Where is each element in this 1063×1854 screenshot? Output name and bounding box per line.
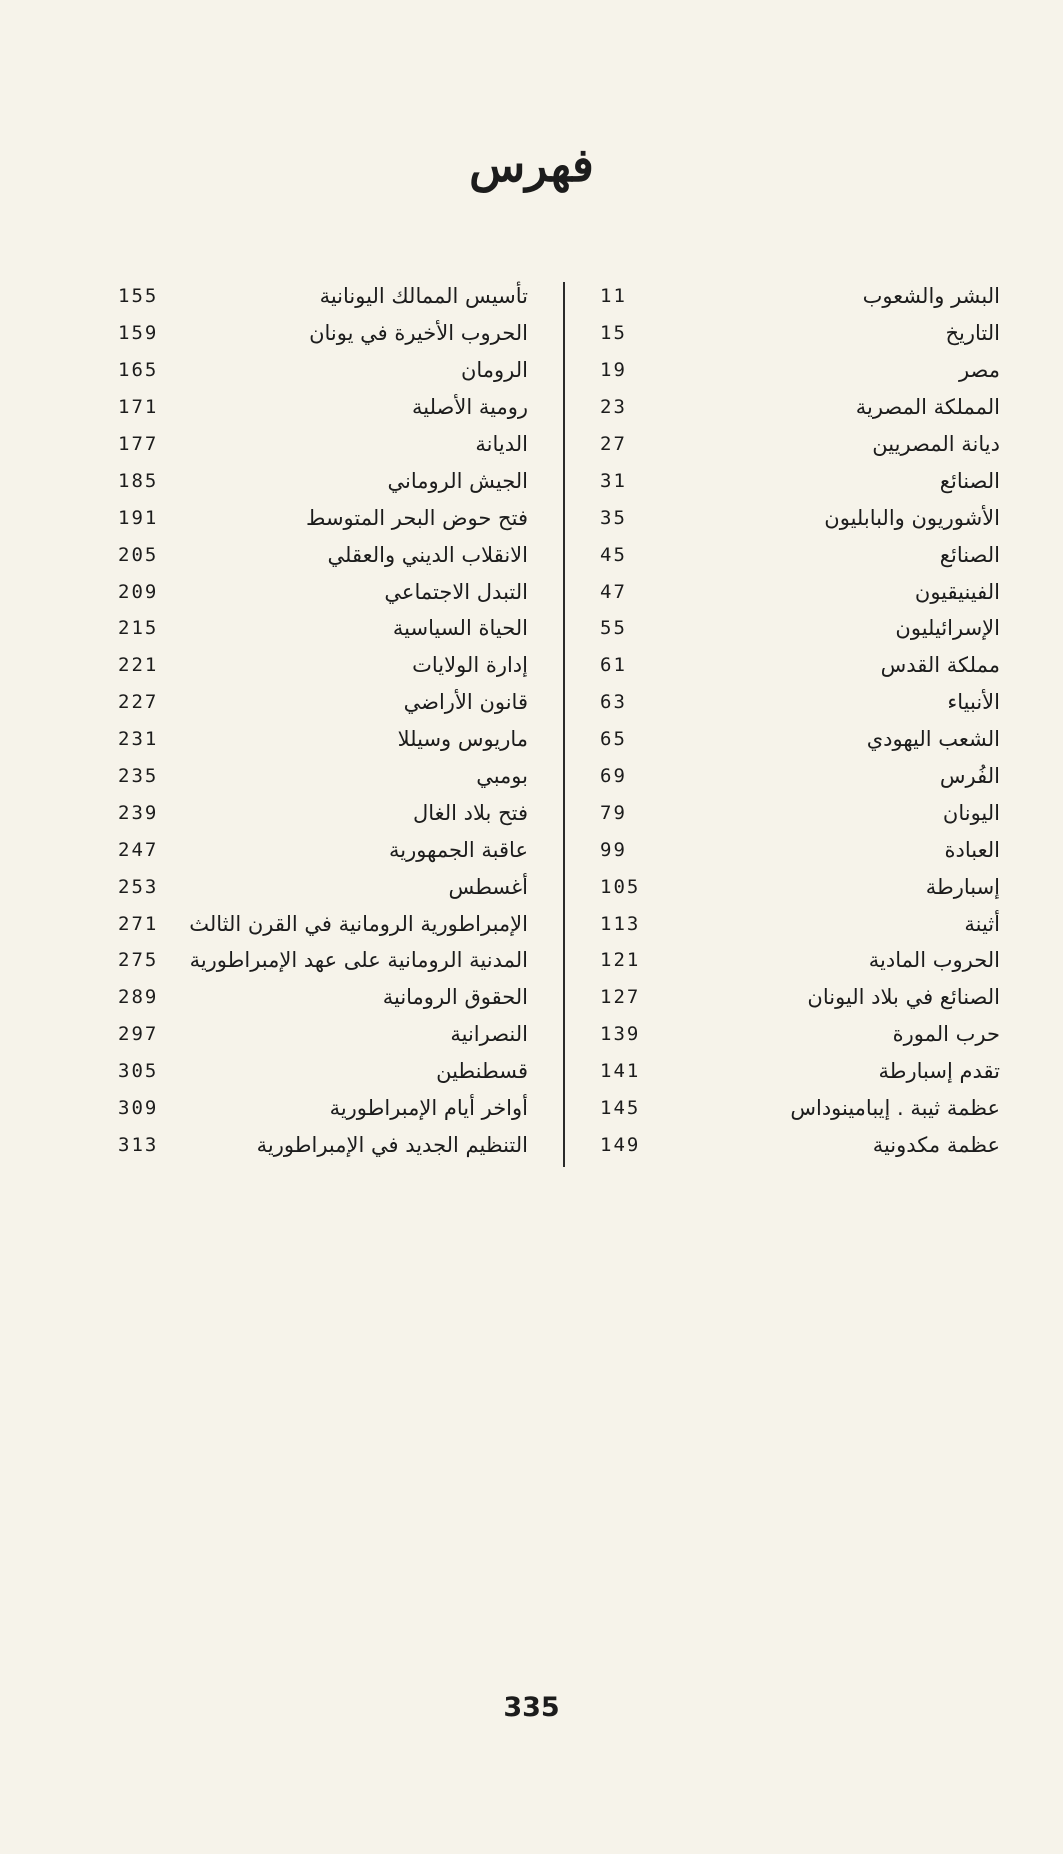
toc-entry-title: اليونان [942,800,1000,825]
toc-entry-title: الإمبراطورية الرومانية في القرن الثالث [189,911,528,936]
toc-entry-page: 31 [600,469,627,492]
toc-entry [600,536,1000,573]
toc-entry-title: الفينيقيون [914,579,1000,604]
toc-entry [600,1126,1000,1163]
toc-entry [600,831,1000,868]
toc-entry-page: 69 [600,765,627,788]
toc-entry-title: الانقلاب الديني والعقلي [327,542,528,567]
toc-entry-title: الصنائع [939,542,1000,567]
toc-entry-title: الأشوريون والبابليون [824,505,1000,530]
toc-entry [600,389,1000,426]
toc-entry-page: 105 [600,875,641,898]
toc-entry-title: الحقوق الرومانية [382,985,528,1010]
toc-entry [118,979,528,1016]
toc-entry-title: بومبي [476,764,528,789]
toc-entry-page: 19 [600,359,627,382]
toc-column-right [600,278,1000,1163]
toc-entry [600,315,1000,352]
toc-entry [118,536,528,573]
toc-entry-title: الصنائع [939,468,1000,493]
toc-entry-page: 215 [118,617,159,640]
toc-entry-page: 253 [118,875,159,898]
toc-entry [600,1016,1000,1053]
toc-entry-page: 145 [600,1097,641,1120]
toc-entry-title: عظمة مكدونية [872,1132,1000,1157]
toc-entry-title: الرومان [460,358,528,383]
toc-entry-page: 271 [118,912,159,935]
toc-entry-page: 221 [118,654,159,677]
toc-entry-page: 235 [118,765,159,788]
toc-entry-page: 239 [118,801,159,824]
toc-entry [118,647,528,684]
toc-entry [600,758,1000,795]
toc-entry-title: الأنبياء [947,690,1000,715]
toc-entry [118,278,528,315]
toc-entry-page: 61 [600,654,627,677]
toc-entry-page: 55 [600,617,627,640]
toc-entry-title: إسبارطة [925,874,1000,899]
toc-entry [600,610,1000,647]
toc-entry [118,721,528,758]
toc-entry-page: 191 [118,506,159,529]
toc-entry-title: الحياة السياسية [392,616,528,641]
toc-entry-title: فتح حوض البحر المتوسط [306,505,528,530]
toc-entry-page: 63 [600,691,627,714]
toc-entry-title: الفُرس [939,764,1000,789]
toc-entry [118,831,528,868]
toc-entry-title: أغسطس [448,874,528,899]
toc-entry-title: تأسيس الممالك اليونانية [319,284,528,309]
toc-entry-title: البشر والشعوب [862,284,1000,309]
toc-entry-page: 159 [118,322,159,345]
toc-entry [600,905,1000,942]
toc-entry [118,352,528,389]
toc-entry [600,1053,1000,1090]
toc-entry-page: 289 [118,986,159,1009]
toc-entry-title: تقدم إسبارطة [878,1059,1000,1084]
toc-entry [118,1053,528,1090]
toc-entry [118,499,528,536]
toc-entry [600,462,1000,499]
toc-entry-title: فتح بلاد الغال [412,800,528,825]
toc-entry-title: حرب المورة [892,1022,1000,1047]
toc-entry [600,684,1000,721]
toc-entry-title: مصر [958,358,1000,383]
toc-entry-title: قانون الأراضي [403,690,528,715]
toc-entry-page: 99 [600,838,627,861]
toc-entry-page: 171 [118,396,159,419]
toc-entry-title: التنظيم الجديد في الإمبراطورية [256,1132,528,1157]
toc-entry-page: 127 [600,986,641,1009]
toc-entry-page: 47 [600,580,627,603]
toc-entry-page: 165 [118,359,159,382]
toc-entry [600,573,1000,610]
toc-entry-page: 227 [118,691,159,714]
toc-entry-page: 209 [118,580,159,603]
toc-entry [600,352,1000,389]
toc-entry-title: الحروب المادية [868,948,1000,973]
toc-entry-page: 15 [600,322,627,345]
toc-entry-title: مملكة القدس [880,653,1000,678]
page-title: فهرس [469,138,594,192]
toc-entry [600,794,1000,831]
toc-entry [118,389,528,426]
toc-entry [600,721,1000,758]
toc-entry-page: 297 [118,1023,159,1046]
toc-entry-page: 309 [118,1097,159,1120]
toc-entry-title: عاقبة الجمهورية [389,837,528,862]
toc-entry [600,868,1000,905]
toc-entry-page: 155 [118,285,159,308]
toc-entry [118,462,528,499]
toc-entry-page: 27 [600,433,627,455]
toc-entry-page: 149 [600,1133,641,1156]
toc-entry [118,1016,528,1053]
toc-entry-title: إدارة الولايات [412,653,528,678]
toc-entry [600,426,1000,463]
toc-entry-title: ديانة المصريين [872,432,1000,456]
toc-entry-page: 11 [600,285,627,308]
toc-entry-title: التاريخ [945,321,1000,346]
toc-entry-title: المملكة المصرية [855,395,1000,420]
toc-entry-page: 113 [600,912,641,935]
toc-entry-title: الشعب اليهودي [866,727,1000,752]
toc-entry-title: الجيش الروماني [387,468,528,493]
toc-entry-title: رومية الأصلية [412,395,528,420]
toc-entry-title: المدنية الرومانية على عهد الإمبراطورية [189,948,528,973]
toc-entry-title: الإسرائيليون [895,616,1000,641]
toc-entry [118,794,528,831]
column-divider [563,282,565,1167]
toc-entry-page: 177 [118,433,159,455]
toc-entry [600,278,1000,315]
toc-entry-page: 65 [600,728,627,751]
toc-entry-title: قسطنطين [436,1059,528,1084]
toc-entry [118,684,528,721]
toc-entry [118,905,528,942]
toc-entry-page: 35 [600,506,627,529]
toc-entry-page: 139 [600,1023,641,1046]
toc-entry-page: 23 [600,396,627,419]
toc-column-left [118,278,528,1163]
toc-entry [118,758,528,795]
toc-entry-page: 231 [118,728,159,751]
toc-entry-page: 79 [600,801,627,824]
toc-entry [118,1126,528,1163]
toc-entry [118,1090,528,1127]
toc-entry [118,610,528,647]
toc-entry [600,1090,1000,1127]
toc-entry-page: 141 [600,1060,641,1083]
page-number: 335 [503,1692,560,1723]
toc-entry-title: أثينة [964,911,1000,936]
toc-entry [118,868,528,905]
toc-entry-page: 247 [118,838,159,861]
toc-entry [118,426,528,463]
toc-entry-page: 205 [118,543,159,566]
toc-entry-page: 305 [118,1060,159,1083]
toc-entry-page: 275 [118,949,159,972]
toc-entry [600,979,1000,1016]
toc-entry-title: أواخر أيام الإمبراطورية [329,1096,528,1121]
toc-entry-page: 313 [118,1133,159,1156]
toc-entry [600,942,1000,979]
toc-entry-title: العبادة [944,837,1000,862]
toc-entry-page: 45 [600,543,627,566]
toc-entry-title: الصنائع في بلاد اليونان [807,985,1000,1010]
toc-entry-page: 185 [118,469,159,492]
toc-entry [600,647,1000,684]
toc-entry [118,573,528,610]
toc-entry-title: الحروب الأخيرة في يونان [309,321,528,346]
toc-entry [118,315,528,352]
toc-entry [600,499,1000,536]
toc-entry-title: ماريوس وسيللا [397,727,528,752]
toc-entry-title: النصرانية [450,1022,528,1047]
toc-entry-title: التبدل الاجتماعي [384,579,528,604]
toc-entry-title: عظمة ثيبة . إيبامينوداس [790,1096,1000,1121]
toc-entry-title: الديانة [475,432,528,456]
toc-entry [118,942,528,979]
toc-entry-page: 121 [600,949,641,972]
